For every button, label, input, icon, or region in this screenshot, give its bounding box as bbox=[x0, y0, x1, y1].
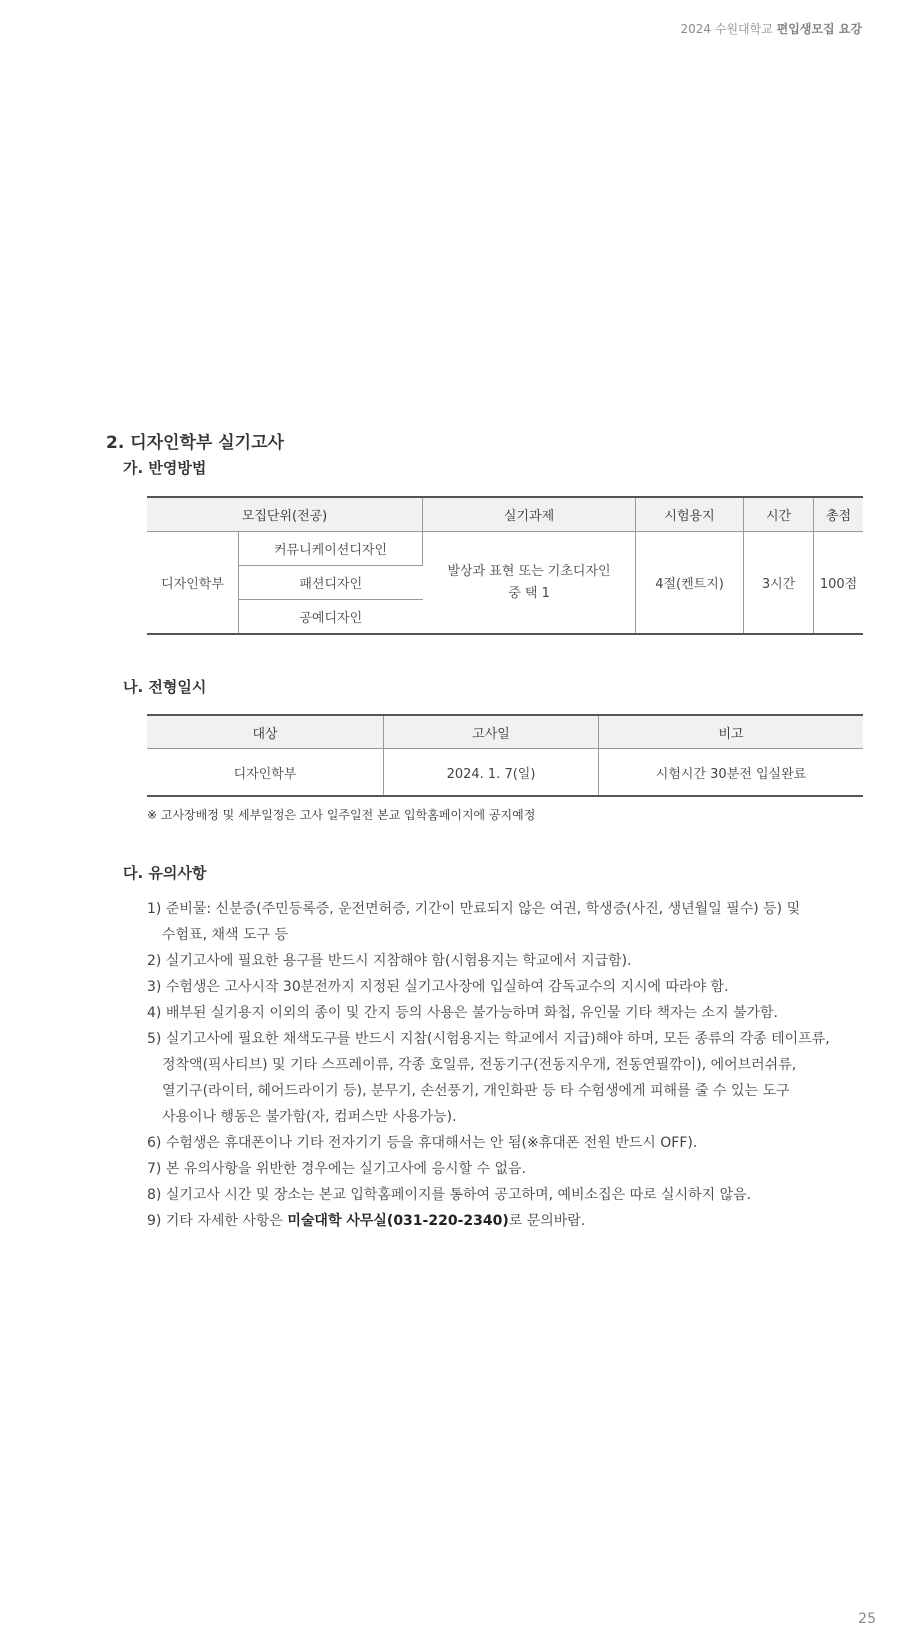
list-item: 6) 수험생은 휴대폰이나 기타 전자기기 등을 휴대해서는 안 됨(※휴대폰 전원 반드시 OFF). bbox=[147, 1135, 698, 1151]
header-target: 대상 bbox=[147, 715, 384, 749]
task-cell bbox=[423, 532, 636, 635]
header-score: 총점 bbox=[814, 497, 863, 532]
list-item bbox=[147, 1208, 887, 1234]
task-line-2: 중 택 1 bbox=[508, 585, 550, 601]
list-item: 4) 배부된 실기용지 이외의 종이 및 간지 등의 사용은 불가능하며 화첩, 유인물 기타 책자는 소지 불가함. bbox=[147, 1005, 778, 1021]
table-header-row bbox=[147, 497, 863, 532]
contact-prefix: 9) 기타 자세한 사항은 bbox=[147, 1213, 288, 1229]
list-item: 2) 실기고사에 필요한 용구를 반드시 지참해야 함(시험용지는 학교에서 지급함). bbox=[147, 953, 632, 969]
contact-office: 미술대학 사무실(031-220-2340) bbox=[287, 1213, 509, 1229]
page-number: 25 bbox=[858, 1611, 876, 1627]
subsection-b-title: 나. 전형일시 bbox=[123, 678, 207, 696]
list-item: 1) 준비물: 신분증(주민등록증, 운전면허증, 기간이 만료되지 않은 여권, 학생증(사진, 생년월일 필수) 등) 및 bbox=[147, 901, 801, 917]
score-cell: 100점 bbox=[819, 577, 858, 592]
list-item-continuation: 수험표, 채색 도구 등 bbox=[162, 927, 288, 943]
paper-cell: 4절(켄트지) bbox=[636, 532, 744, 635]
major-cell: 패션디자인 bbox=[239, 566, 423, 600]
list-item-continuation: 사용이나 행동은 불가함(자, 컴퍼스만 사용가능). bbox=[162, 1109, 457, 1125]
section-title: 2. 디자인학부 실기고사 bbox=[106, 433, 284, 453]
header-paper: 시험용지 bbox=[636, 497, 744, 532]
header-date: 고사일 bbox=[384, 715, 599, 749]
precautions-list bbox=[147, 896, 887, 1234]
list-item-continuation: 열기구(라이터, 헤어드라이기 등), 분무기, 손선풍기, 개인화판 등 타 수험생에게 피해를 줄 수 있는 도구 bbox=[162, 1083, 790, 1099]
contact-suffix: 로 문의바람. bbox=[508, 1213, 586, 1229]
list-item-continuation: 정착액(픽사티브) 및 기타 스프레이류, 각종 호일류, 전동기구(전동지우개, 전동연필깎이), 에어브러쉬류, bbox=[162, 1057, 797, 1073]
list-item: 7) 본 유의사항을 위반한 경우에는 실기고사에 응시할 수 없음. bbox=[147, 1161, 526, 1177]
list-item: 3) 수험생은 고사시작 30분전까지 지정된 실기고사장에 입실하여 감독교수의 지시에 따라야 함. bbox=[147, 979, 729, 995]
target-cell: 디자인학부 bbox=[147, 749, 384, 797]
table-header-row bbox=[147, 715, 863, 749]
date-cell: 2024. 1. 7(일) bbox=[384, 749, 599, 797]
header-remarks: 비고 bbox=[599, 715, 864, 749]
header-prefix: 2024 수원대학교 bbox=[680, 22, 773, 36]
table-row bbox=[147, 532, 863, 566]
time-cell: 3시간 bbox=[744, 532, 814, 635]
subsection-c-title: 다. 유의사항 bbox=[123, 864, 207, 882]
subsection-a-title: 가. 반영방법 bbox=[123, 459, 207, 477]
task-line-1: 발상과 표현 또는 기초디자인 bbox=[447, 563, 611, 579]
header-title: 편입생모집 요강 bbox=[776, 22, 862, 36]
header-time: 시간 bbox=[744, 497, 814, 532]
major-cell: 공예디자인 bbox=[299, 611, 363, 626]
table-row bbox=[147, 749, 863, 797]
major-cell: 커뮤니케이션디자인 bbox=[239, 532, 423, 566]
unit-cell: 디자인학부 bbox=[147, 532, 239, 635]
schedule-table bbox=[147, 714, 863, 797]
header-task: 실기과제 bbox=[423, 497, 636, 532]
list-item: 8) 실기고사 시간 및 장소는 본교 입학홈페이지를 통하여 공고하며, 예비소집은 따로 실시하지 않음. bbox=[147, 1187, 752, 1203]
running-header bbox=[681, 20, 862, 37]
remarks-cell: 시험시간 30분전 입실완료 bbox=[655, 766, 807, 782]
evaluation-method-table bbox=[147, 496, 863, 635]
list-item: 5) 실기고사에 필요한 채색도구를 반드시 지참(시험용지는 학교에서 지급)해야 하며, 모든 종류의 각종 테이프류, bbox=[147, 1031, 830, 1047]
schedule-note: ※ 고사장배정 및 세부일정은 고사 일주일전 본교 입학홈페이지에 공지예정 bbox=[147, 808, 536, 822]
header-unit: 모집단위(전공) bbox=[147, 497, 423, 532]
